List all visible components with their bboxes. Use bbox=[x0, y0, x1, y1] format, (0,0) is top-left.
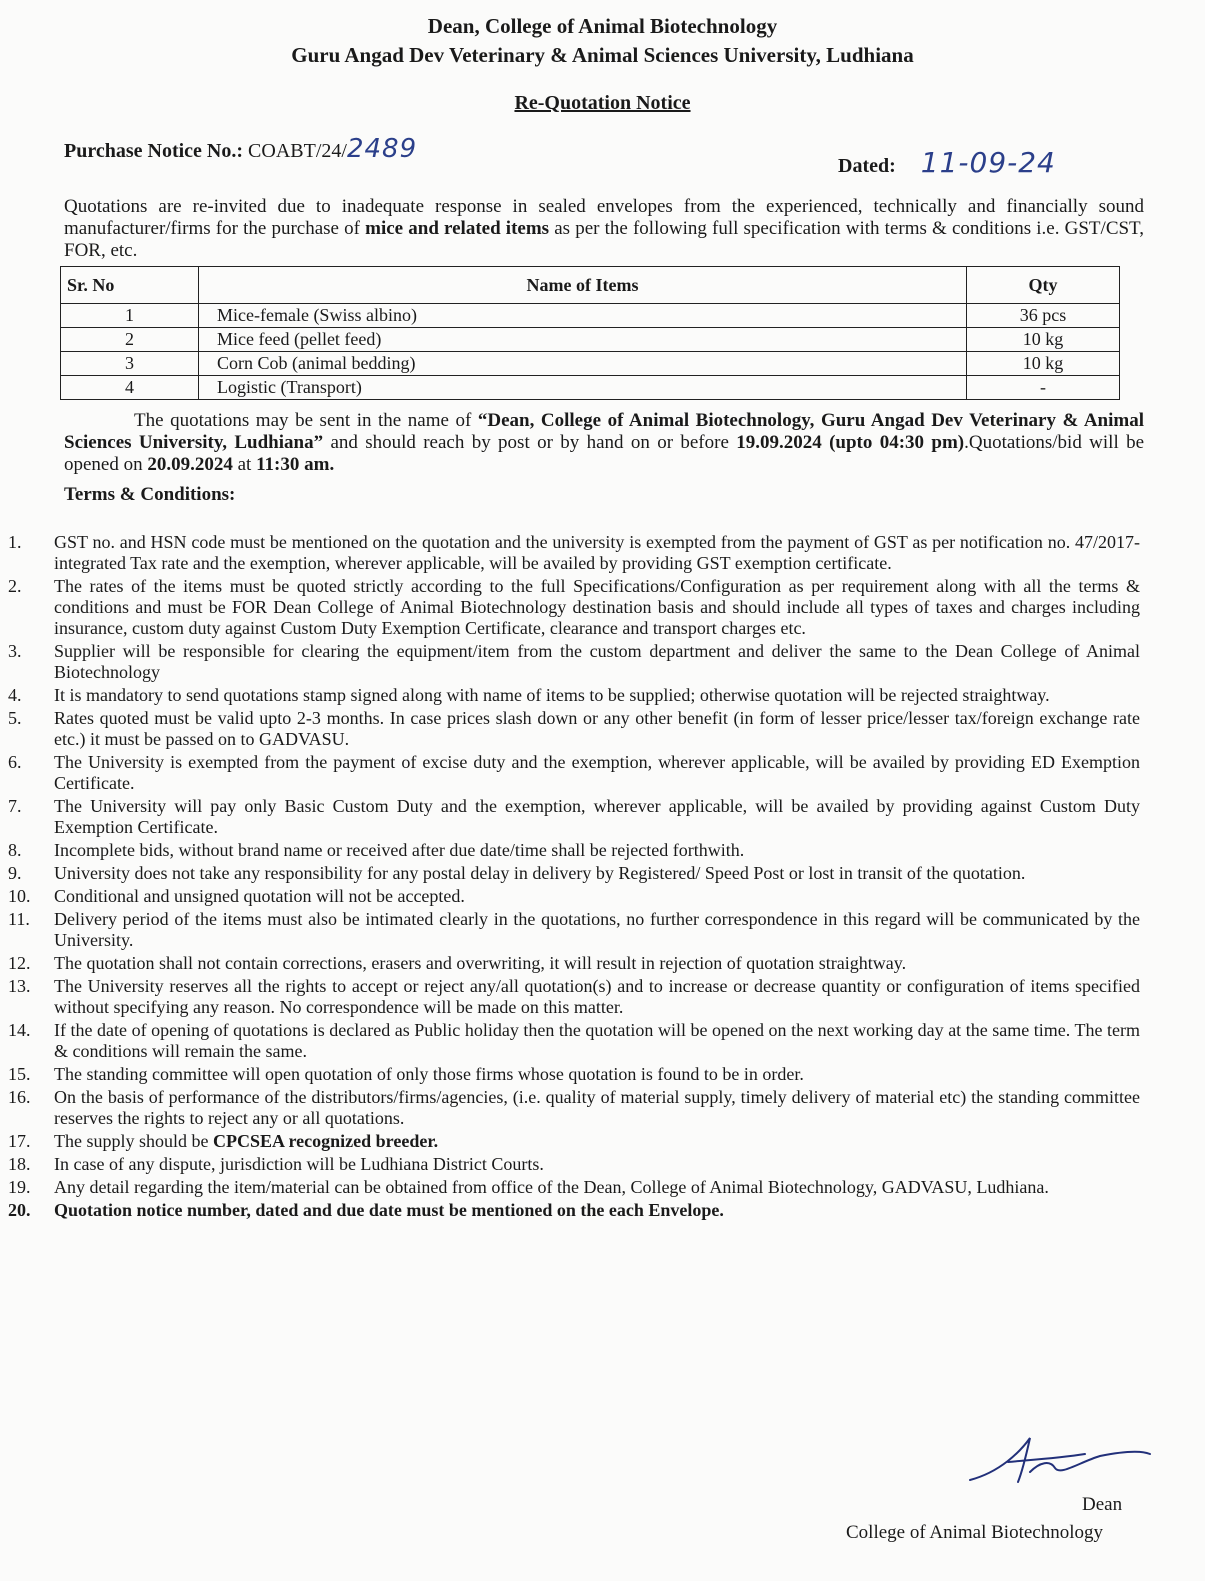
list-item bbox=[0, 863, 1140, 884]
intro-paragraph bbox=[64, 196, 1144, 262]
term-text: The standing committee will open quotation of only those firms whose quotation is found to be in order. bbox=[54, 1064, 804, 1084]
list-item bbox=[0, 685, 1140, 706]
terms-heading: Terms & Conditions: bbox=[64, 484, 236, 505]
list-item bbox=[0, 1177, 1140, 1198]
intro-bold: mice and related items bbox=[365, 218, 550, 239]
term-text: The quotation shall not contain corrections, erasers and overwriting, it will result in rejection of quotation straightway. bbox=[54, 953, 907, 973]
term-text: It is mandatory to send quotations stamp signed along with name of items to be supplied; otherwise quotation will be rejected straightway. bbox=[54, 685, 1050, 705]
row-item-name: Logistic (Transport) bbox=[199, 376, 967, 400]
header-line-1: Dean, College of Animal Biotechnology bbox=[427, 14, 778, 38]
list-item bbox=[0, 708, 1140, 750]
term-number: 9. bbox=[8, 863, 22, 883]
list-item bbox=[0, 1020, 1140, 1062]
header-sr-no: Sr. No bbox=[61, 267, 199, 304]
send-text-2: and should reach by post or by hand on or before bbox=[323, 432, 737, 453]
list-item bbox=[0, 886, 1140, 907]
term-text: GST no. and HSN code must be mentioned on the quotation and the university is exempted from the payment of GST as per notification no. 47/2017-integrated Tax rate and the exemption, wherever applicable, will be availed by providing GST exemption certificate. bbox=[54, 532, 1140, 573]
term-number: 16. bbox=[8, 1087, 31, 1107]
term-number: 10. bbox=[8, 886, 31, 906]
list-item bbox=[0, 1064, 1140, 1085]
page-title bbox=[0, 92, 1205, 115]
row-sr: 3 bbox=[61, 352, 199, 376]
list-item bbox=[0, 1154, 1140, 1175]
header-line-2: Guru Angad Dev Veterinary & Animal Sciences University, Ludhiana bbox=[291, 43, 914, 67]
row-sr: 1 bbox=[61, 304, 199, 328]
list-item bbox=[0, 1087, 1140, 1129]
row-qty: - bbox=[967, 376, 1120, 400]
term-number: 7. bbox=[8, 796, 22, 816]
term-number: 17. bbox=[8, 1131, 31, 1151]
row-item-name: Corn Cob (animal bedding) bbox=[199, 352, 967, 376]
list-item bbox=[0, 1131, 1140, 1152]
send-text-1: The quotations may be sent in the name of bbox=[134, 410, 478, 431]
row-qty: 10 kg bbox=[967, 328, 1120, 352]
list-item bbox=[0, 641, 1140, 683]
term-number: 3. bbox=[8, 641, 22, 661]
term-text: If the date of opening of quotations is declared as Public holiday then the quotation will be opened on the next working day at the same time. The term & conditions will remain the same. bbox=[54, 1020, 1140, 1061]
term-number: 19. bbox=[8, 1177, 31, 1197]
send-due-date: 19.09.2024 (upto 04:30 pm) bbox=[736, 432, 965, 453]
term-number: 12. bbox=[8, 953, 31, 973]
signatory-office: College of Animal Biotechnology bbox=[846, 1522, 1103, 1543]
term-number: 18. bbox=[8, 1154, 31, 1174]
items-table bbox=[60, 266, 1120, 400]
list-item bbox=[0, 532, 1140, 574]
term-text: University does not take any responsibility for any postal delay in delivery by Registered/ Speed Post or lost in transit of the quotation. bbox=[54, 863, 1026, 883]
term-number: 14. bbox=[8, 1020, 31, 1040]
term-bold: Quotation notice number, dated and due date must be mentioned on the each Envelope. bbox=[54, 1200, 724, 1220]
signature-icon bbox=[960, 1432, 1160, 1492]
term-number: 20. bbox=[8, 1200, 31, 1220]
term-text: In case of any dispute, jurisdiction will be Ludhiana District Courts. bbox=[54, 1154, 544, 1174]
dated-field bbox=[838, 146, 1056, 179]
term-text: The University will pay only Basic Custom Duty and the exemption, wherever applicable, will be availed by providing against Custom Duty Exemption Certificate. bbox=[54, 796, 1140, 837]
term-number: 2. bbox=[8, 576, 22, 596]
send-opening-time: 11:30 am. bbox=[256, 454, 335, 475]
list-item bbox=[0, 909, 1140, 951]
list-item bbox=[0, 576, 1140, 639]
list-item bbox=[0, 840, 1140, 861]
dated-label: Dated: bbox=[838, 155, 896, 177]
list-item bbox=[0, 752, 1140, 794]
term-bold: CPCSEA recognized breeder. bbox=[213, 1131, 439, 1151]
table-row bbox=[61, 376, 1120, 400]
intro-text-2: as per the following full specification with terms & conditions i.e. GST/CST, FOR, etc. bbox=[64, 218, 1145, 261]
term-number: 11. bbox=[8, 909, 30, 929]
row-sr: 2 bbox=[61, 328, 199, 352]
row-qty: 36 pcs bbox=[967, 304, 1120, 328]
submission-paragraph bbox=[64, 410, 1144, 476]
term-text: The University is exempted from the payment of excise duty and the exemption, wherever applicable, will be availed by providing ED Exemption Certificate. bbox=[54, 752, 1140, 793]
term-text: Any detail regarding the item/material can be obtained from office of the Dean, College of Animal Biotechnology, GADVASU, Ludhiana. bbox=[54, 1177, 1049, 1197]
term-text: On the basis of performance of the distributors/firms/agencies, (i.e. quality of material supply, timely delivery of material etc) the standing committee reserves the rights to reject any or all quotations. bbox=[54, 1087, 1140, 1128]
handwritten-date: 11-09-24 bbox=[920, 146, 1056, 179]
purchase-notice-prefix: COABT/24/ bbox=[248, 140, 347, 162]
table-row bbox=[61, 304, 1120, 328]
title-text: Re-Quotation Notice bbox=[514, 92, 691, 114]
list-item bbox=[0, 976, 1140, 1018]
term-text: The supply should be bbox=[54, 1131, 213, 1151]
row-sr: 4 bbox=[61, 376, 199, 400]
term-text: Rates quoted must be valid upto 2-3 months. In case prices slash down or any other benefit (in form of lesser price/lesser tax/foreign exchange rate etc.) it must be passed on to GADVASU. bbox=[54, 708, 1140, 749]
row-item-name: Mice feed (pellet feed) bbox=[199, 328, 967, 352]
term-number: 4. bbox=[8, 685, 22, 705]
header-qty: Qty bbox=[967, 267, 1120, 304]
signatory-title: Dean bbox=[1082, 1494, 1123, 1515]
term-number: 6. bbox=[8, 752, 22, 772]
list-item bbox=[0, 796, 1140, 838]
list-item bbox=[0, 1200, 1140, 1221]
purchase-notice-label: Purchase Notice No.: bbox=[64, 140, 244, 162]
term-number: 8. bbox=[8, 840, 22, 860]
term-number: 5. bbox=[8, 708, 22, 728]
table-header-row bbox=[61, 267, 1120, 304]
term-text: The University reserves all the rights to accept or reject any/all quotation(s) and to increase or decrease quantity or configuration of items specified without specifying any reason. No correspondence will be made on this matter. bbox=[54, 976, 1140, 1017]
intro-text-1: Quotations are re-invited due to inadequate response in sealed envelopes from the experienced, technically and financially sound manufacturer/firms for the purchase of bbox=[64, 196, 1144, 239]
send-opening-date: 20.09.2024 bbox=[147, 454, 233, 475]
term-text: Conditional and unsigned quotation will not be accepted. bbox=[54, 886, 465, 906]
send-text-4: at bbox=[232, 454, 257, 475]
term-number: 1. bbox=[8, 532, 22, 552]
terms-list bbox=[0, 532, 1140, 1223]
term-text: Delivery period of the items must also be intimated clearly in the quotations, no further correspondence in this regard will be communicated by the University. bbox=[54, 909, 1140, 950]
row-qty: 10 kg bbox=[967, 352, 1120, 376]
term-text: Incomplete bids, without brand name or received after due date/time shall be rejected forthwith. bbox=[54, 840, 745, 860]
term-text: The rates of the items must be quoted strictly according to the full Specifications/Configuration as per requirement along with all the terms & conditions and must be FOR Dean College of Animal Biotechnology destination basis and should include all types of taxes and charges including insurance, custom duty against Custom Duty Exemption Certificate, clearance and transport charges etc. bbox=[54, 576, 1140, 638]
send-text-3: .Quotations/bid will be opened on bbox=[64, 432, 1144, 475]
list-item bbox=[0, 953, 1140, 974]
term-text: Supplier will be responsible for clearing the equipment/item from the custom department and deliver the same to the Dean College of Animal Biotechnology bbox=[54, 641, 1140, 682]
header-name-of-items: Name of Items bbox=[199, 267, 967, 304]
term-number: 15. bbox=[8, 1064, 31, 1084]
send-addressee: “Dean, College of Animal Biotechnology, Guru Angad Dev Veterinary & Animal Sciences University, Ludhiana” bbox=[64, 410, 1145, 453]
table-row bbox=[61, 328, 1120, 352]
handwritten-notice-number: 2489 bbox=[346, 134, 418, 164]
term-number: 13. bbox=[8, 976, 31, 996]
row-item-name: Mice-female (Swiss albino) bbox=[199, 304, 967, 328]
purchase-notice-number bbox=[64, 134, 417, 164]
table-row bbox=[61, 352, 1120, 376]
